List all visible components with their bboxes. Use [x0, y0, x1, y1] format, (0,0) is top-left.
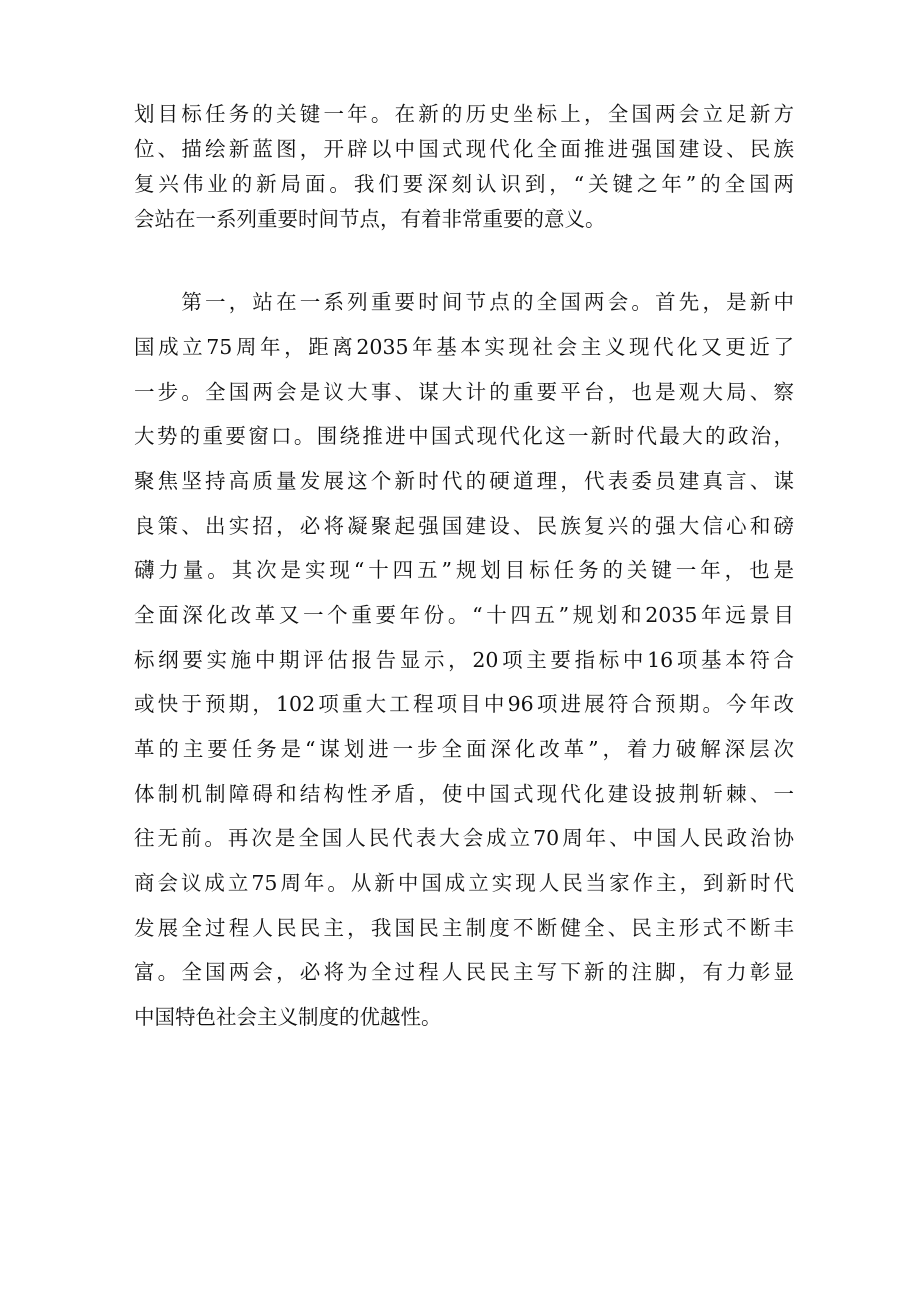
paragraph-1-line-1: 划目标任务的关键一年。在新的历史坐标上，全国两会立足新方	[134, 102, 794, 126]
paragraph-2-line-3: 一步。全国两会是议大事、谋大计的重要平台，也是观大局、察	[134, 380, 794, 404]
paragraph-2-line-14: 商会议成立75周年。从新中国成立实现人民当家作主，到新时代	[134, 871, 794, 895]
paragraph-2-line-4: 大势的重要窗口。围绕推进中国式现代化这一新时代最大的政治，	[134, 424, 794, 448]
paragraph-1-line-3: 复兴伟业的新局面。我们要深刻认识到，“关键之年”的全国两	[134, 172, 794, 196]
paragraph-2-line-6: 良策、出实招，必将凝聚起强国建设、民族复兴的强大信心和磅	[134, 514, 794, 538]
paragraph-2-line-10: 或快于预期，102项重大工程项目中96项进展符合预期。今年改	[134, 692, 794, 716]
paragraph-1-line-2: 位、描绘新蓝图，开辟以中国式现代化全面推进强国建设、民族	[134, 137, 794, 161]
paragraph-2-line-1: 第一，站在一系列重要时间节点的全国两会。首先，是新中	[134, 290, 794, 314]
paragraph-2-line-5: 聚焦坚持高质量发展这个新时代的硬道理，代表委员建真言、谋	[134, 469, 794, 493]
paragraph-2-line-13: 往无前。再次是全国人民代表大会成立70周年、中国人民政治协	[134, 826, 794, 850]
paragraph-2-line-17: 中国特色社会主义制度的优越性。	[134, 1005, 442, 1029]
paragraph-2-line-9: 标纲要实施中期评估报告显示，20项主要指标中16项基本符合	[134, 648, 794, 672]
paragraph-2-line-15: 发展全过程人民民主，我国民主制度不断健全、民主形式不断丰	[134, 916, 794, 940]
paragraph-2-line-7: 礴力量。其次是实现“十四五”规划目标任务的关键一年，也是	[134, 558, 794, 582]
paragraph-2-line-12: 体制机制障碍和结构性矛盾，使中国式现代化建设披荆斩棘、一	[134, 782, 794, 806]
paragraph-2-line-16: 富。全国两会，必将为全过程人民民主写下新的注脚，有力彰显	[134, 960, 794, 984]
paragraph-1-line-4: 会站在一系列重要时间节点，有着非常重要的意义。	[134, 207, 606, 231]
paragraph-2-line-2: 国成立75周年，距离2035年基本实现社会主义现代化又更近了	[134, 335, 794, 359]
paragraph-2-line-8: 全面深化改革又一个重要年份。“十四五”规划和2035年远景目	[134, 603, 794, 627]
paragraph-2-line-11: 革的主要任务是“谋划进一步全面深化改革”，着力破解深层次	[134, 737, 794, 761]
